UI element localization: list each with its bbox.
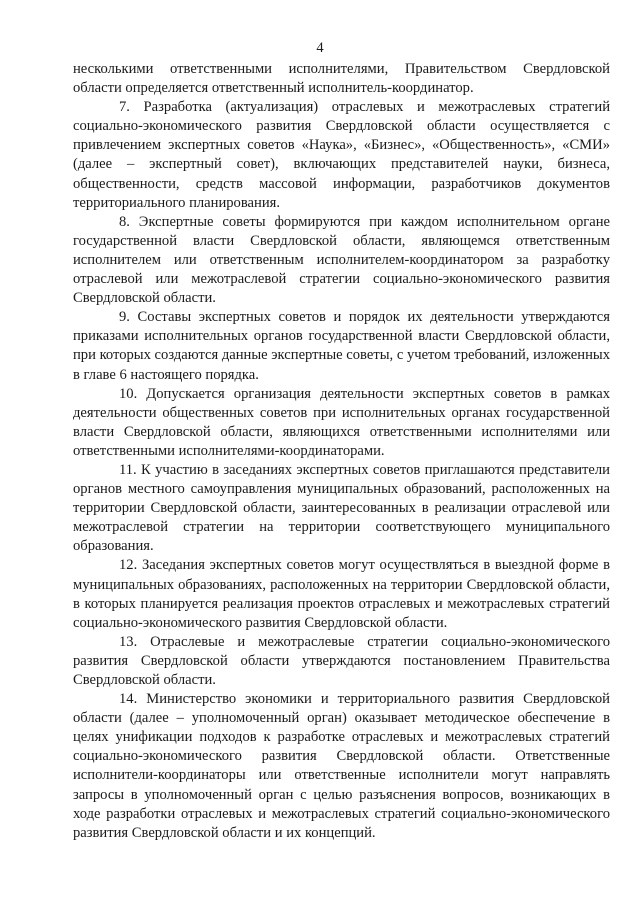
paragraph-13: 13. Отраслевые и межотраслевые стратегии социально-экономического развития Свердловской области утверждаются постановлением Правительства Свердловской области. <box>73 633 610 688</box>
paragraph-7: 7. Разработка (актуализация) отраслевых и межотраслевых стратегий социально-экономического развития Свердловской области осуществляется с привлечением экспертных советов «Наука», «Бизнес», «Общественность», «СМИ» (далее – экспертный совет), включающих представителей науки, бизнеса, общественности, средств массовой информации, разработчиков документов территориального планирования. <box>73 99 610 211</box>
paragraph-14: 14. Министерство экономики и территориального развития Свердловской области (далее – уполномоченный орган) оказывает методическое обеспечение в целях унификации подходов к разработке отраслевых и межотраслевых стратегий социально-экономического развития Свердловской области. Ответственные исполнители-координаторы или ответственные исполнители могут направлять запросы в уполномоченный орган с целью разъяснения вопросов, возникающих в ходе разработки отраслевых и межотраслевых стратегий социально-экономического развития Свердловской области и их концепций. <box>73 691 610 841</box>
paragraph-9: 9. Составы экспертных советов и порядок их деятельности утверждаются приказами исполнительных органов государственной власти Свердловской области, при которых создаются данные экспертные советы, с учетом требований, изложенных в главе 6 настоящего порядка. <box>73 309 610 383</box>
paragraph-11: 11. К участию в заседаниях экспертных советов приглашаются представители органов местного самоуправления муниципальных образований, расположенных на территории Свердловской области, заинтересованных в реализации отраслевой или межотраслевой стратегии на территории соответствующего муниципального образования. <box>73 461 610 555</box>
document-body <box>73 60 610 843</box>
page-number: 4 <box>316 40 324 56</box>
paragraph-12: 12. Заседания экспертных советов могут осуществляться в выездной форме в муниципальных образованиях, расположенных на территории Свердловской области, в которых планируется реализация проектов отраслевых и межотраслевых стратегий социально-экономического развития Свердловской области. <box>73 557 610 631</box>
paragraph-10: 10. Допускается организация деятельности экспертных советов в рамках деятельности общественных советов при исполнительных органах государственной власти Свердловской области, являющихся ответственными исполнителями или ответственными исполнителями-координаторами. <box>73 385 610 459</box>
paragraph-continuation: несколькими ответственными исполнителями, Правительством Свердловской области определяется ответственный исполнитель-координатор. <box>73 61 610 97</box>
paragraph-8: 8. Экспертные советы формируются при каждом исполнительном органе государственной власти Свердловской области, являющемся ответственным исполнителем или ответственным исполнителем-координатором за разработку отраслевой или межотраслевой стратегии социально-экономического развития Свердловской области. <box>73 213 610 307</box>
